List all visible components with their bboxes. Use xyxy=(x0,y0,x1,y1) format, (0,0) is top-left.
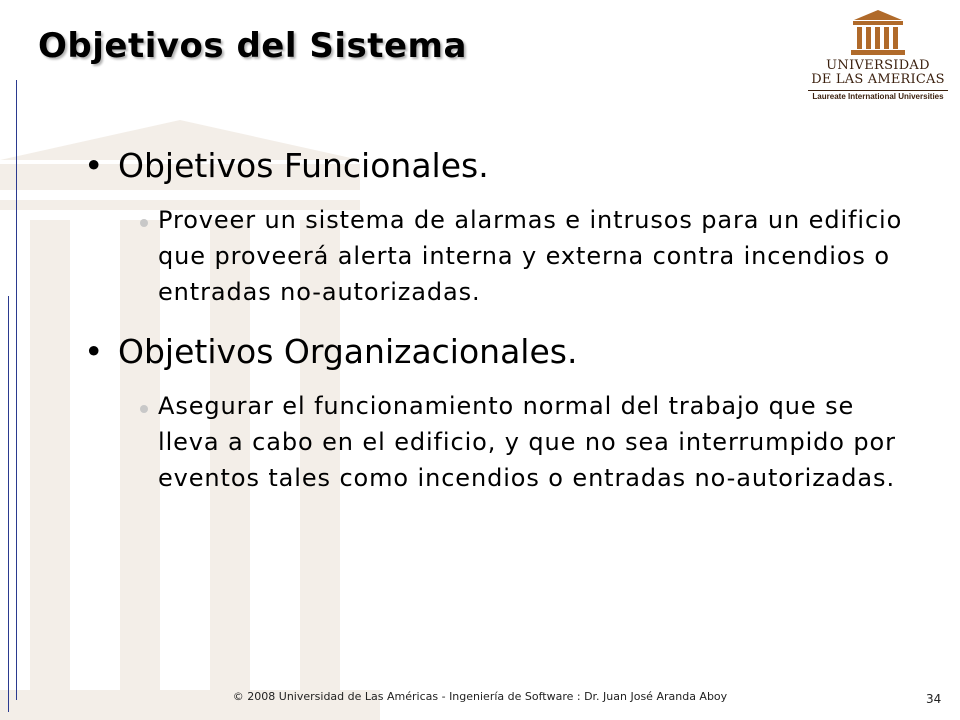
logo-text-line2: DE LAS AMERICAS xyxy=(811,72,945,87)
left-rule-outer xyxy=(16,80,17,700)
sub-bullet-item xyxy=(84,202,914,310)
logo-divider xyxy=(808,90,948,91)
university-logo xyxy=(806,8,950,102)
slide-title: Objetivos del Sistema xyxy=(38,26,467,66)
footer-copyright: © 2008 Universidad de Las Américas - Ingeniería de Software : Dr. Juan José Aranda Aboy xyxy=(232,690,728,703)
bullet-icon: • xyxy=(84,146,104,185)
logo-text-line3: Laureate International Universities xyxy=(812,92,944,101)
bullet-item-organizational xyxy=(84,330,914,374)
left-rule-inner xyxy=(8,296,9,712)
sub-bullet-dot-icon xyxy=(140,405,148,413)
section-heading: Objetivos Funcionales. xyxy=(118,146,489,185)
section-heading: Objetivos Organizacionales. xyxy=(118,332,578,371)
bullet-item-functional xyxy=(84,144,914,188)
bullet-icon: • xyxy=(84,332,104,371)
building-logo-icon xyxy=(806,8,950,58)
logo-text-line1: UNIVERSIDAD xyxy=(826,58,930,73)
slide-content xyxy=(84,144,914,516)
section-body: Proveer un sistema de alarmas e intrusos para un edificio que proveerá alerta interna y externa contra incendios o entradas no-autorizadas. xyxy=(158,206,903,306)
section-body: Asegurar el funcionamiento normal del trabajo que se lleva a cabo en el edificio, y que no sea interrumpido por eventos tales como incendios o entradas no-autorizadas. xyxy=(158,392,896,492)
sub-bullet-item xyxy=(84,388,914,496)
page-number: 34 xyxy=(926,692,942,706)
sub-bullet-dot-icon xyxy=(140,219,148,227)
